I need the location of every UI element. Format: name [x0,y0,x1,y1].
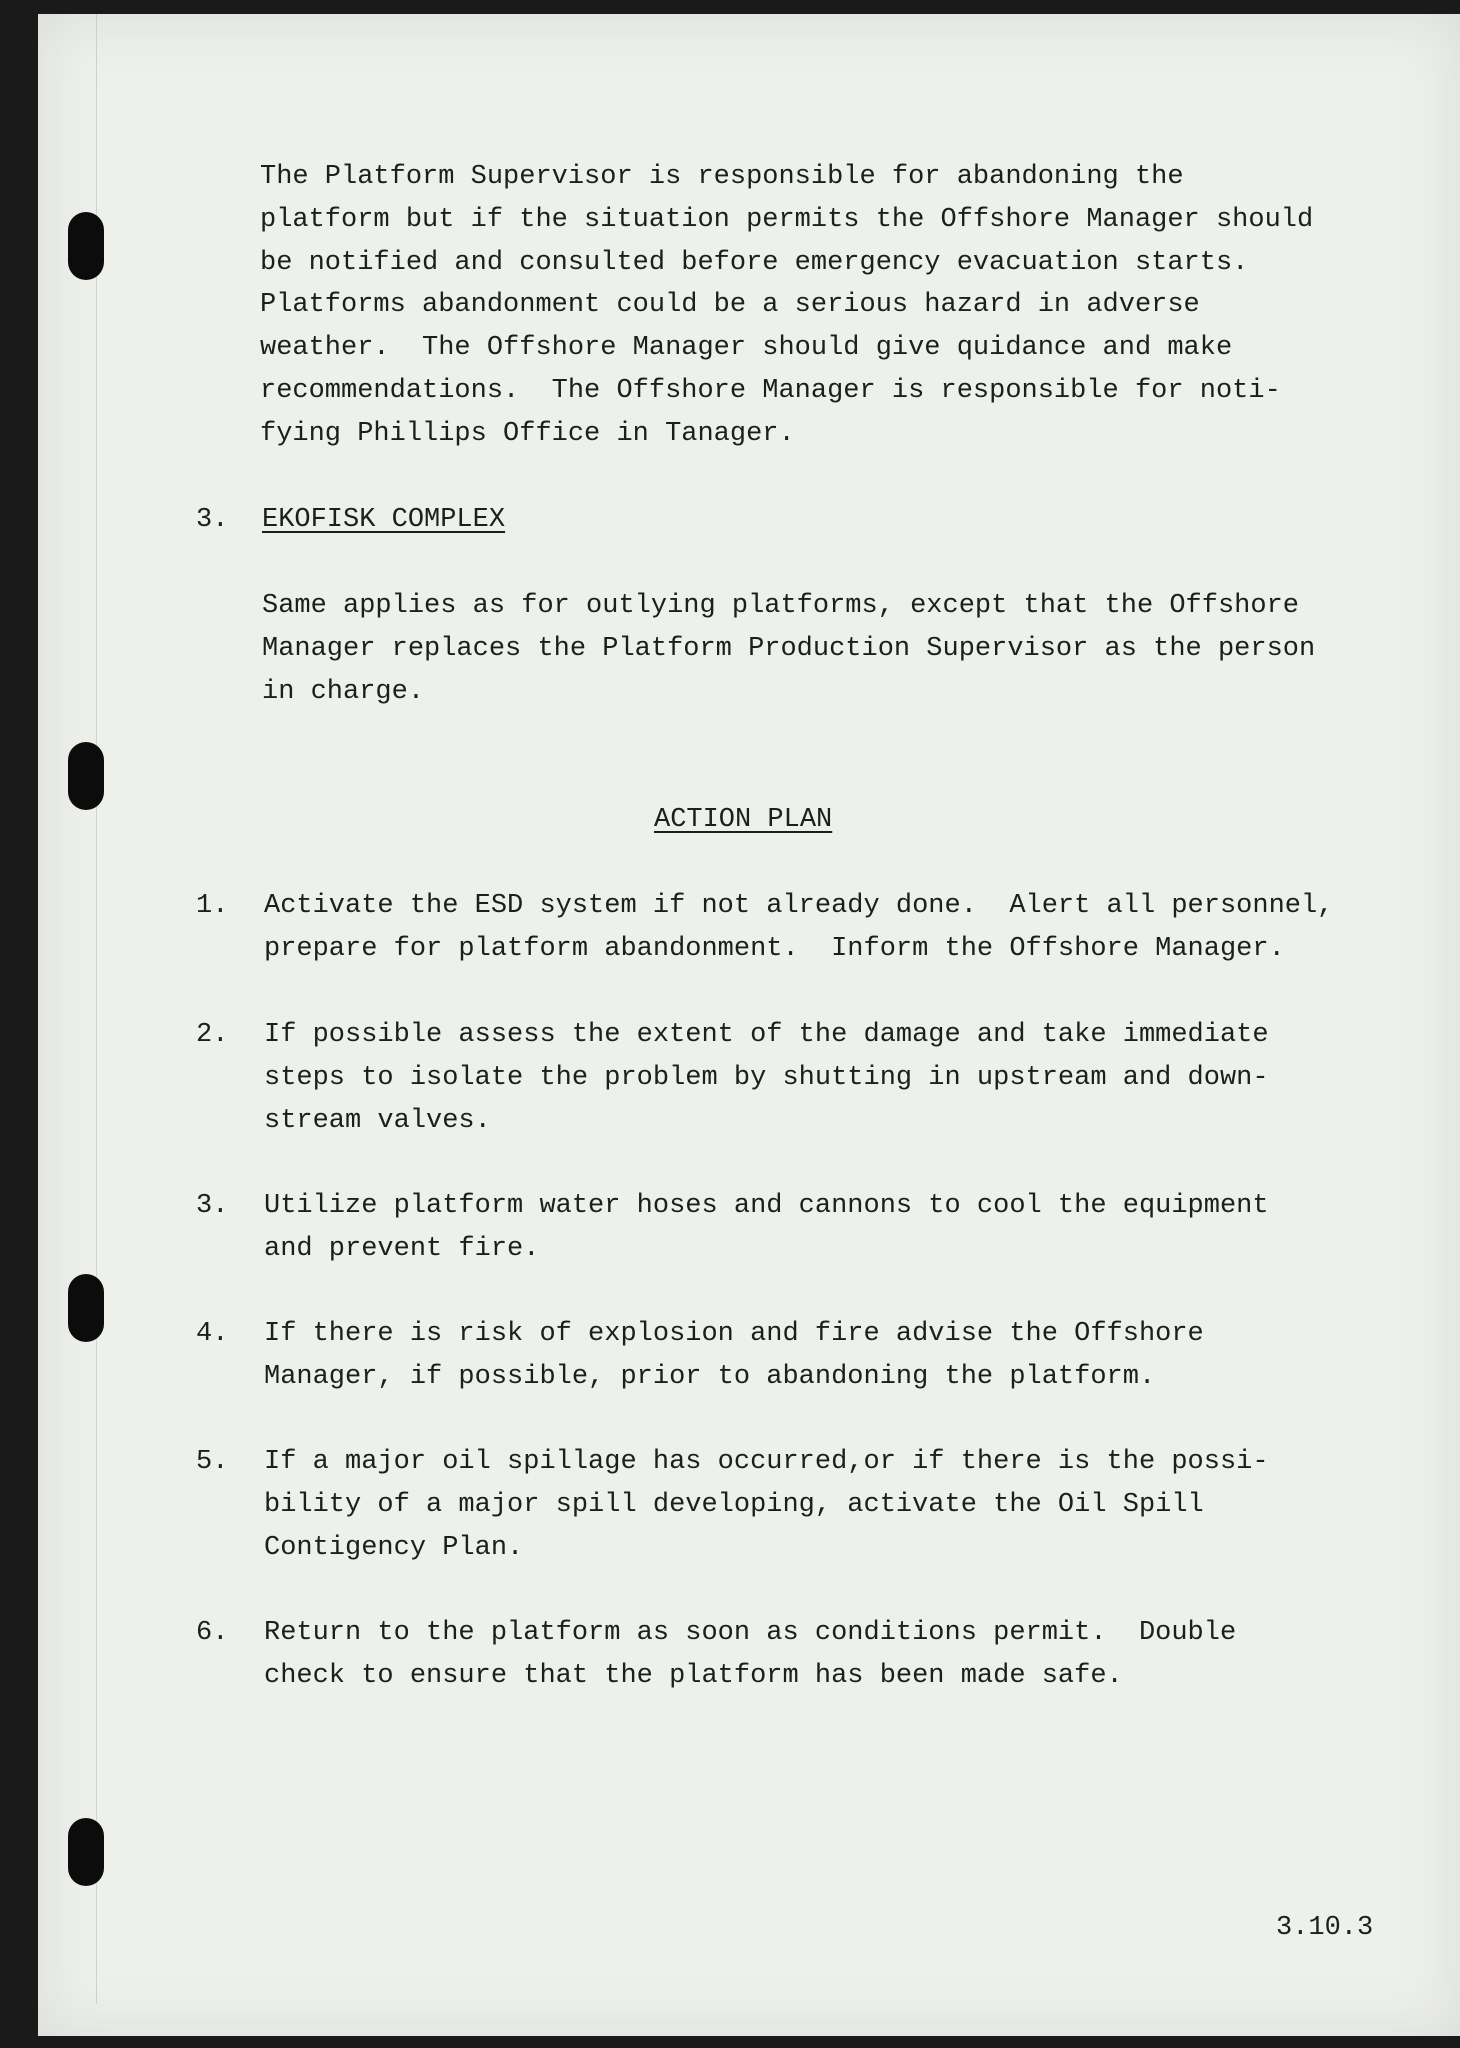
document-page [38,14,1460,2036]
section-heading: EKOFISK COMPLEX [262,505,506,535]
page-number: 3.10.3 [1276,1913,1374,1943]
action-item-number: 1. [196,891,229,921]
action-item-number: 4. [196,1319,229,1349]
action-item-text: Return to the platform as soon as conditions permit. Double check to ensure that the platform has been made safe. [264,1618,1237,1691]
action-item-text: Activate the ESD system if not already done. Alert all personnel, prepare for platform abandonment. Inform the Offshore Manager. [264,891,1334,964]
punch-hole [68,742,104,810]
action-item-number: 2. [196,1020,229,1050]
page-margin-line [96,14,97,2004]
action-item-number: 5. [196,1447,229,1477]
action-plan-heading: ACTION PLAN [654,805,833,835]
punch-hole [68,1274,104,1342]
section-paragraph: Same applies as for outlying platforms, except that the Offshore Manager replaces the Platform Production Supervisor as the person in charge. [262,591,1316,707]
action-item-text: If a major oil spillage has occurred,or if there is the possi- bility of a major spill developing, activate the Oil Spill Contigency Plan. [264,1447,1269,1563]
punch-hole [68,1818,104,1886]
section-number: 3. [196,505,229,535]
action-item-text: If possible assess the extent of the damage and take immediate steps to isolate the problem by shutting in upstream and down- stream valves. [264,1020,1269,1136]
action-item-number: 6. [196,1618,229,1648]
intro-paragraph: The Platform Supervisor is responsible for abandoning the platform but if the situation permits the Offshore Manager should be notified and consulted before emergency evacuation starts. Platforms abandonment could be a serious hazard in adverse weather. The Offshore Manager should give quidance and make recommendations. The Offshore Manager is responsible for noti- fying Phillips Office in Tanager. [260,162,1314,449]
action-item-text: Utilize platform water hoses and cannons to cool the equipment and prevent fire. [264,1191,1269,1264]
action-item-number: 3. [196,1191,229,1221]
action-item-text: If there is risk of explosion and fire advise the Offshore Manager, if possible, prior to abandoning the platform. [264,1319,1204,1392]
punch-hole [68,212,104,280]
